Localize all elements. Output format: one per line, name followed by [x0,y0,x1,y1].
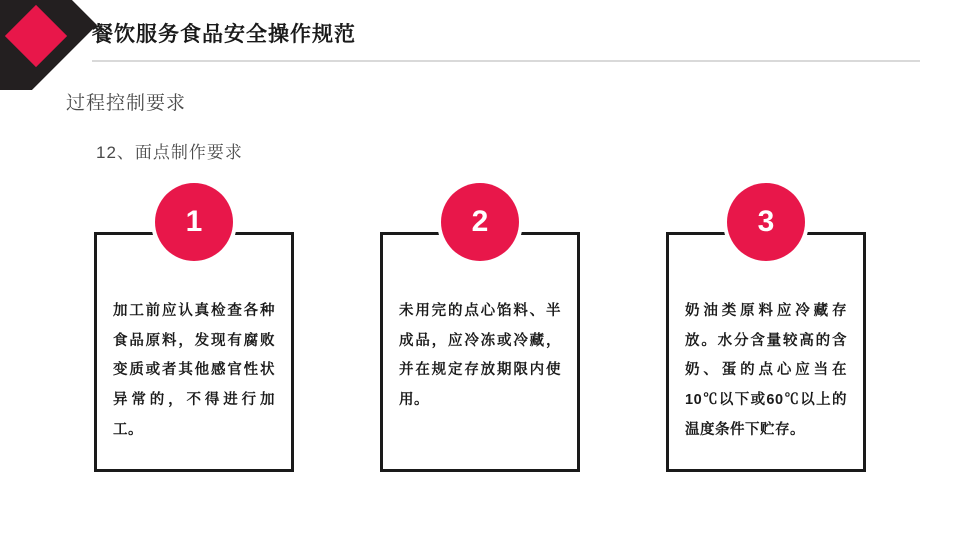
list-item [94,205,294,472]
item-title: 12、面点制作要求 [96,143,243,162]
card-text: 未用完的点心馅料、半成品，应冷冻或冷藏，并在规定存放期限内使用。 [399,303,561,409]
section-title: 过程控制要求 [66,93,187,114]
status-badge: 1 [155,183,233,261]
status-badge: 2 [441,183,519,261]
list-item [380,205,580,472]
card-text: 加工前应认真检查各种食品原料，发现有腐败变质或者其他感官性状异常的，不得进行加工。 [113,303,275,438]
status-badge: 3 [727,183,805,261]
card-text: 奶油类原料应冷藏存放。水分含量较高的含奶、蛋的点心应当在10℃以下或60℃以上的温度条件下贮存。 [685,303,847,438]
slide-header [92,20,920,62]
card-list [0,205,960,472]
page-title: 餐饮服务食品安全操作规范 [92,23,356,46]
list-item [666,205,866,472]
header-divider [92,60,920,62]
